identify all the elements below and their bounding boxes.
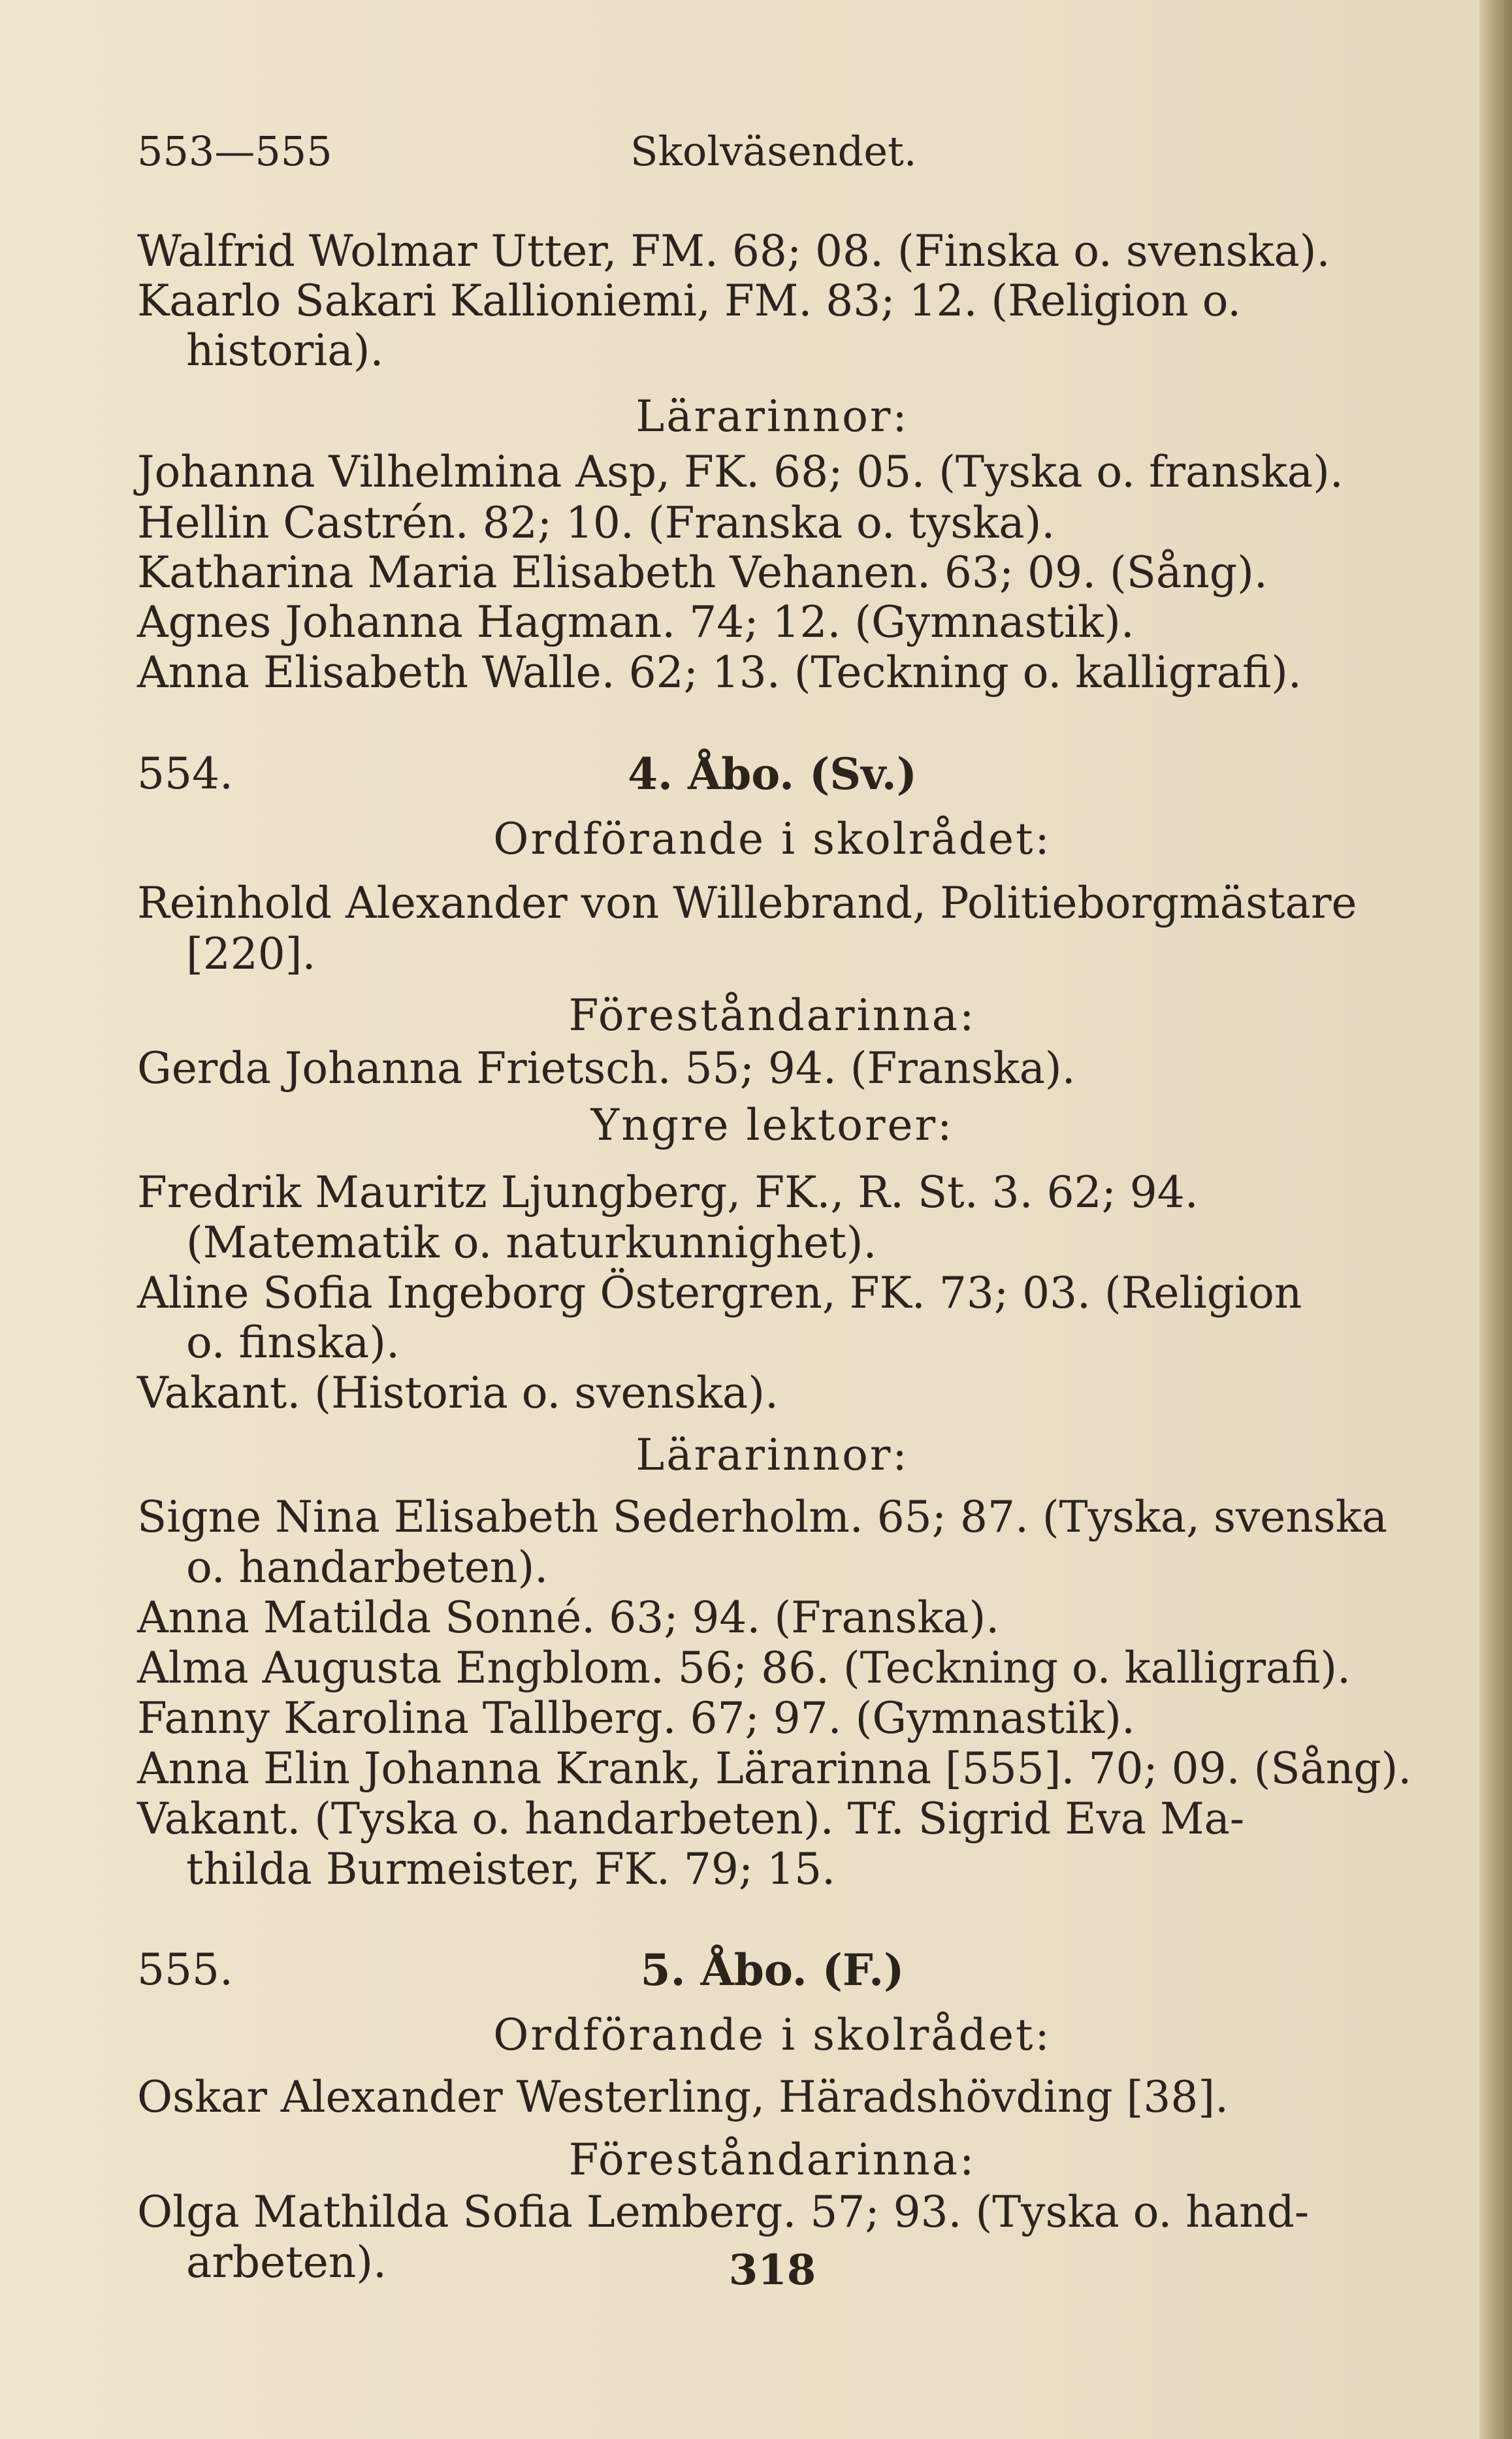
- entry-line: Vakant. (Historia o. svenska).: [137, 1368, 779, 1418]
- section-heading: Ordförande i skolrådet:: [493, 2010, 1052, 2060]
- entry-line: [220].: [186, 929, 316, 979]
- section-heading: Lärarinnor:: [635, 391, 909, 442]
- entry-line: thilda Burmeister, FK. 79; 15.: [186, 1844, 836, 1894]
- entry-line: (Matematik o. naturkunnighet).: [186, 1218, 877, 1268]
- school-number: 555.: [137, 1945, 233, 1995]
- running-header: [137, 127, 1411, 180]
- section-heading: Föreståndarinna:: [568, 2135, 976, 2185]
- school-number: 554.: [137, 749, 233, 799]
- entry-line: Fanny Karolina Tallberg. 67; 97. (Gymnastik).: [137, 1693, 1136, 1743]
- entry-line: Olga Mathilda Sofia Lemberg. 57; 93. (Tyska o. hand-: [137, 2187, 1310, 2237]
- entry-line: historia).: [186, 325, 384, 376]
- header-range: 553—555: [137, 127, 332, 175]
- entry-line: Reinhold Alexander von Willebrand, Politieborgmästare: [137, 878, 1357, 928]
- page-edge: [1479, 0, 1512, 2439]
- entry-line: Fredrik Mauritz Ljungberg, FK., R. St. 3. 62; 94.: [137, 1167, 1198, 1218]
- section-heading: Yngre lektorer:: [590, 1100, 954, 1150]
- entry-line: Agnes Johanna Hagman. 74; 12. (Gymnastik).: [137, 597, 1134, 647]
- entry-line: Oskar Alexander Westerling, Häradshövding [38].: [137, 2072, 1229, 2122]
- entry-line: Katharina Maria Elisabeth Vehanen. 63; 09. (Sång).: [137, 547, 1268, 598]
- entry-line: Alma Augusta Engblom. 56; 86. (Teckning o. kalligrafi).: [137, 1643, 1351, 1693]
- entry-line: Signe Nina Elisabeth Sederholm. 65; 87. (Tyska, svenska: [137, 1492, 1388, 1542]
- entry-line: Anna Matilda Sonné. 63; 94. (Franska).: [137, 1592, 1000, 1643]
- entry-line: Anna Elisabeth Walle. 62; 13. (Teckning o. kalligrafi).: [137, 647, 1302, 698]
- section-heading: Lärarinnor:: [635, 1430, 909, 1480]
- entry-line: Vakant. (Tyska o. handarbeten). Tf. Sigrid Eva Ma-: [137, 1794, 1245, 1844]
- entry-line: Walfrid Wolmar Utter, FM. 68; 08. (Finska o. svenska).: [137, 226, 1330, 276]
- entry-line: o. finska).: [186, 1317, 400, 1368]
- entry-line: o. handarbeten).: [186, 1542, 549, 1592]
- school-name: 5. Åbo. (F.): [640, 1945, 905, 1995]
- header-section: Skolväsendet.: [630, 127, 917, 175]
- section-heading: Föreståndarinna:: [568, 990, 976, 1041]
- entry-line: Johanna Vilhelmina Asp, FK. 68; 05. (Tyska o. franska).: [137, 447, 1343, 497]
- entry-line: Aline Sofia Ingeborg Östergren, FK. 73; 03. (Religion: [137, 1268, 1302, 1318]
- entry-line: Hellin Castrén. 82; 10. (Franska o. tyska).: [137, 498, 1055, 548]
- page-number: 318: [728, 2246, 816, 2295]
- entry-line: Anna Elin Johanna Krank, Lärarinna [555]. 70; 09. (Sång).: [137, 1743, 1412, 1794]
- entry-line: Kaarlo Sakari Kallioniemi, FM. 83; 12. (Religion o.: [137, 276, 1242, 326]
- section-heading: Ordförande i skolrådet:: [493, 814, 1052, 864]
- entry-line: Gerda Johanna Frietsch. 55; 94. (Franska).: [137, 1043, 1076, 1093]
- entry-line: arbeten).: [186, 2237, 387, 2287]
- school-name: 4. Åbo. (Sv.): [628, 749, 917, 800]
